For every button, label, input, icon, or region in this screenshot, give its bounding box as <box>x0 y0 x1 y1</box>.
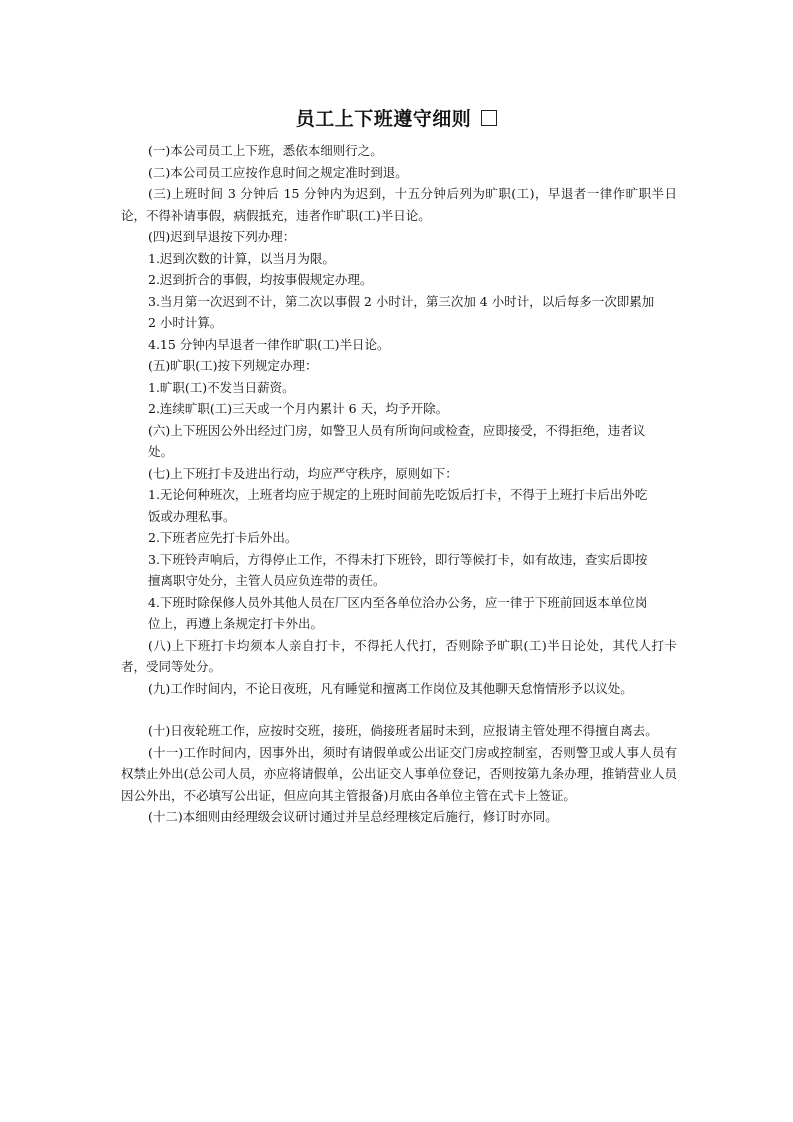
rule-7-item-3: 3.下班铃声响后，方得停止工作，不得未打下班铃，即行等候打卡，如有故违，查实后即按 <box>148 551 648 567</box>
rule-11: (十一)工作时间内，因事外出，须时有请假单或公出证交门房或控制室，否则警卫或人事人员有权禁止外出(总公司人员，亦应将请假单，公出证交人事单位登记，否则按第九条办理，推销营业人员因公外出，不必填写公出证，但应向其主管报备)月底由各单位主管在式卡上签证。 <box>121 744 677 803</box>
rule-7-item-1: 1.无论何种班次，上班者均应于规定的上班时间前先吃饭后打卡，不得于上班打卡后出外吃 <box>148 487 648 502</box>
rule-8: (八)上下班打卡均须本人亲自打卡，不得托人代打，否则除予旷职(工)半日论处，其代人打卡者，受同等处分。 <box>121 637 677 674</box>
rule-7-item-4-cont: 位上，再遵上条规定打卡外出。 <box>148 616 324 631</box>
rule-12: (十二)本细则由经理级会议研讨通过并呈总经理核定后施行，修订时亦同。 <box>148 809 558 824</box>
rule-7-item-1-cont: 饭或办理私事。 <box>148 508 236 524</box>
rule-5-heading: (五)旷职(工)按下列规定办理： <box>148 358 318 373</box>
rule-4-item-3: 3.当月第一次迟到不计，第二次以事假 2 小时计，第三次加 4 小时计，以后每多一次即累加 <box>148 293 655 309</box>
rule-4-item-2: 2.迟到折合的事假，均按事假规定办理。 <box>148 272 373 287</box>
rule-5-item-2: 2.连续旷职(工)三天或一个月内累计 6 天，均予开除。 <box>148 401 449 416</box>
document-title: 员工上下班遵守细则 <box>295 108 472 130</box>
rule-7-item-3-cont: 擅离职守处分，主管人员应负连带的责任。 <box>148 573 386 588</box>
rule-5-item-1: 1.旷职(工)不发当日薪资。 <box>148 379 295 395</box>
checkbox-glyph-icon <box>481 110 497 126</box>
rule-2: (二)本公司员工应按作息时间之规定准时到退。 <box>148 164 408 180</box>
rule-6-cont: 处。 <box>148 444 174 459</box>
rule-7-heading: (七)上下班打卡及进出行动，均应严守秩序，原则如下： <box>148 465 458 481</box>
document-body <box>121 140 677 828</box>
document-title-line <box>0 104 793 131</box>
rule-3: (三)上班时间 3 分钟后 15 分钟内为迟到，十五分钟后列为旷职(工)，早退者一律作旷职半日论，不得补请事假，病假抵充，违者作旷职(工)半日论。 <box>121 186 677 223</box>
rule-7-item-4: 4.下班时除保修人员外其他人员在厂区内至各单位洽办公务，应一律于下班前回返本单位岗 <box>148 594 648 610</box>
rule-6: (六)上下班因公外出经过门房，如警卫人员有所询问或检查，应即接受，不得拒绝，违者议 <box>148 422 646 438</box>
rule-4-item-4: 4.15 分钟内早退者一律作旷职(工)半日论。 <box>148 336 390 352</box>
rule-4-heading: (四)迟到早退按下列办理： <box>148 229 296 244</box>
rule-4-item-1: 1.迟到次数的计算，以当月为限。 <box>148 250 335 266</box>
rule-10: (十)日夜轮班工作，应按时交班，接班，倘接班者届时未到，应报请主管处理不得擅自离去。 <box>148 723 658 738</box>
rule-1: (一)本公司员工上下班，悉依本细则行之。 <box>148 143 383 158</box>
paragraph-gap <box>121 699 677 720</box>
rule-4-item-3-cont: 2 小时计算。 <box>148 315 223 330</box>
rule-9: (九)工作时间内，不论日夜班，凡有睡觉和擅离工作岗位及其他聊天怠惰情形予以议处。 <box>148 680 633 696</box>
rule-7-item-2: 2.下班者应先打卡后外出。 <box>148 530 298 545</box>
